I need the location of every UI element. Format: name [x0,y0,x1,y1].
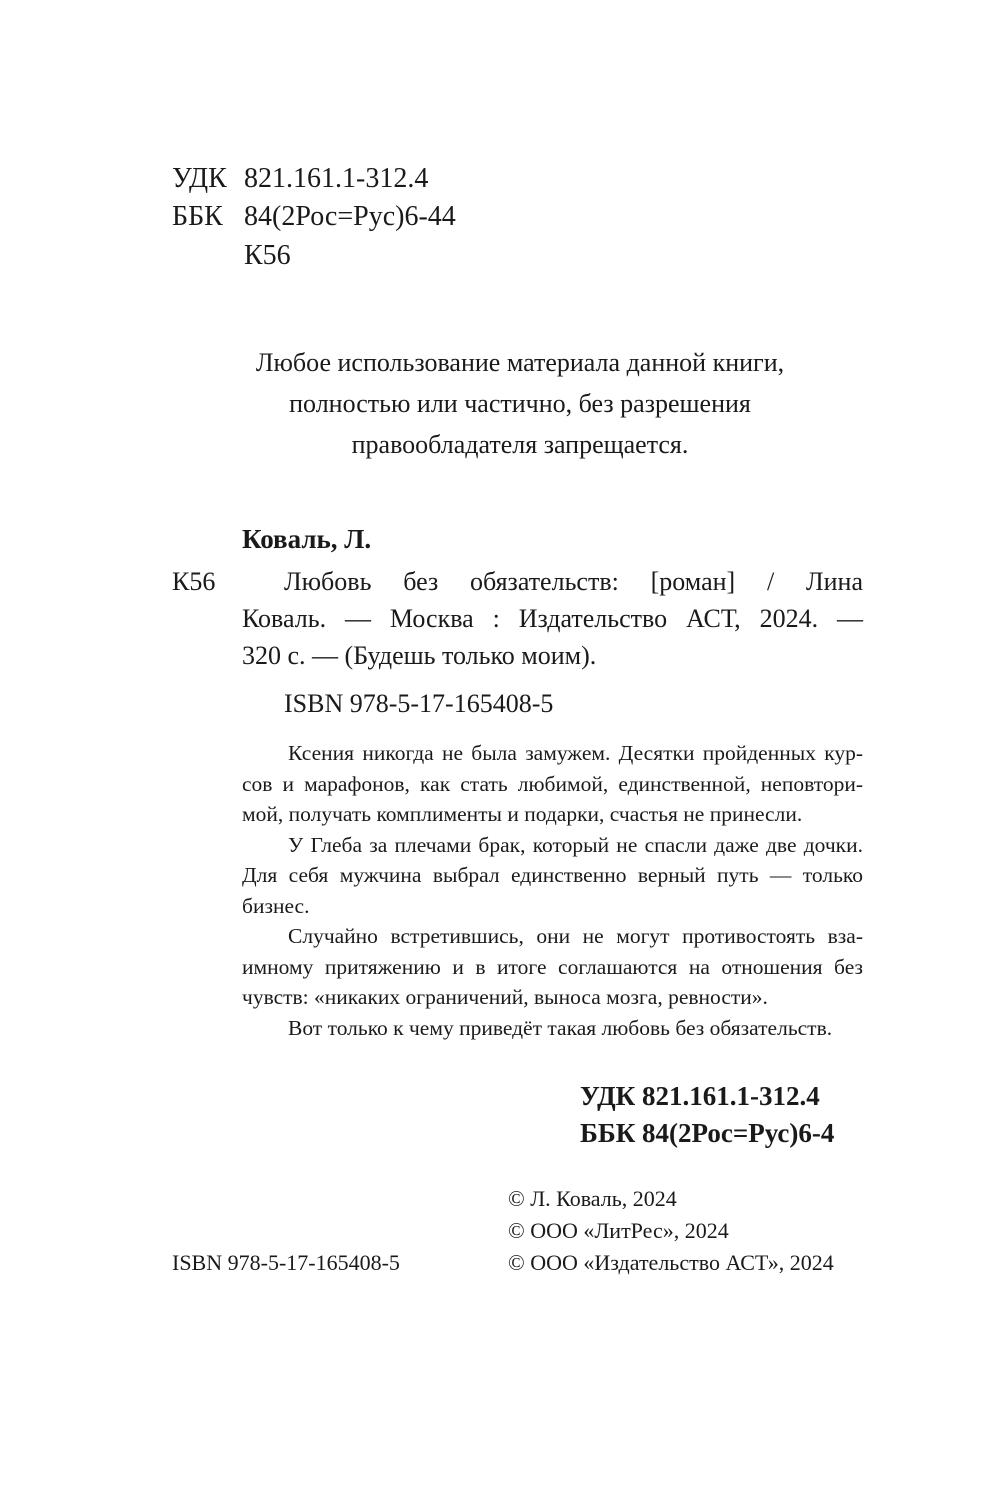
copyright-line: © Л. Коваль, 2024 [508,1186,677,1211]
notice-line: правообладателя запрещается. [351,430,689,459]
annotation-line: Случайно встретившись, они не могут противостоять вза- [288,924,863,948]
record-author: Коваль, Л. [242,524,372,554]
bbk-summary: ББК 84(2Рос=Рус)6-4 [580,1118,835,1148]
record-line-1: Любовь без обязательств: [роман] / Лина [284,567,863,596]
annotation-line: имному притяжению и в итоге соглашаются на отношения без [242,954,863,979]
annotation [242,738,863,1043]
notice-line: полностью или частично, без разрешения [289,389,751,418]
annotation-line: У Глеба за плечами брак, который не спасли даже две дочки. [288,832,863,857]
annotation-line: Ксения никогда не была замужем. Десятки пройденных кур- [288,741,863,765]
bbk-value: 84(2Рос=Рус)6-44 [244,201,456,232]
notice-line: Любое использование материала данной книги, [255,348,785,377]
udk-header-line [172,160,428,198]
copyright-line: © ООО «Издательство АСТ», 2024 [508,1250,834,1275]
record-isbn: ISBN 978-5-17-165408-5 [284,689,554,718]
bbk-header-line [172,198,456,236]
udk-value: 821.161.1-312.4 [244,163,429,194]
record-line-2: Коваль. — Москва : Издательство АСТ, 2024. — [242,604,863,633]
annotation-line: Для себя мужчина выбрал единственно верный путь — только [242,863,863,887]
udk-summary: УДК 821.161.1-312.4 [580,1081,820,1111]
record-line-3: 320 с. — (Будешь только моим). [242,641,597,670]
bbk-label: ББК [172,201,223,232]
annotation-line: мой, получать комплименты и подарки, счастья не принесли. [242,802,803,826]
usage-notice [180,342,860,465]
record-author-mark: К56 [172,567,216,596]
udk-label: УДК [172,163,227,194]
annotation-line: бизнес. [242,893,310,918]
author-mark-header: К56 [244,240,291,271]
annotation-line: чувств: «никаких ограничений, выноса мозга, ревности». [242,985,768,1009]
annotation-line: Вот только к чему приведёт такая любовь без обязательств. [288,1015,833,1040]
footer-isbn: ISBN 978-5-17-165408-5 [172,1250,400,1275]
annotation-line: сов и марафонов, как стать любимой, единственной, неповтори- [242,771,863,796]
copyright-line: © ООО «ЛитРес», 2024 [508,1218,729,1243]
